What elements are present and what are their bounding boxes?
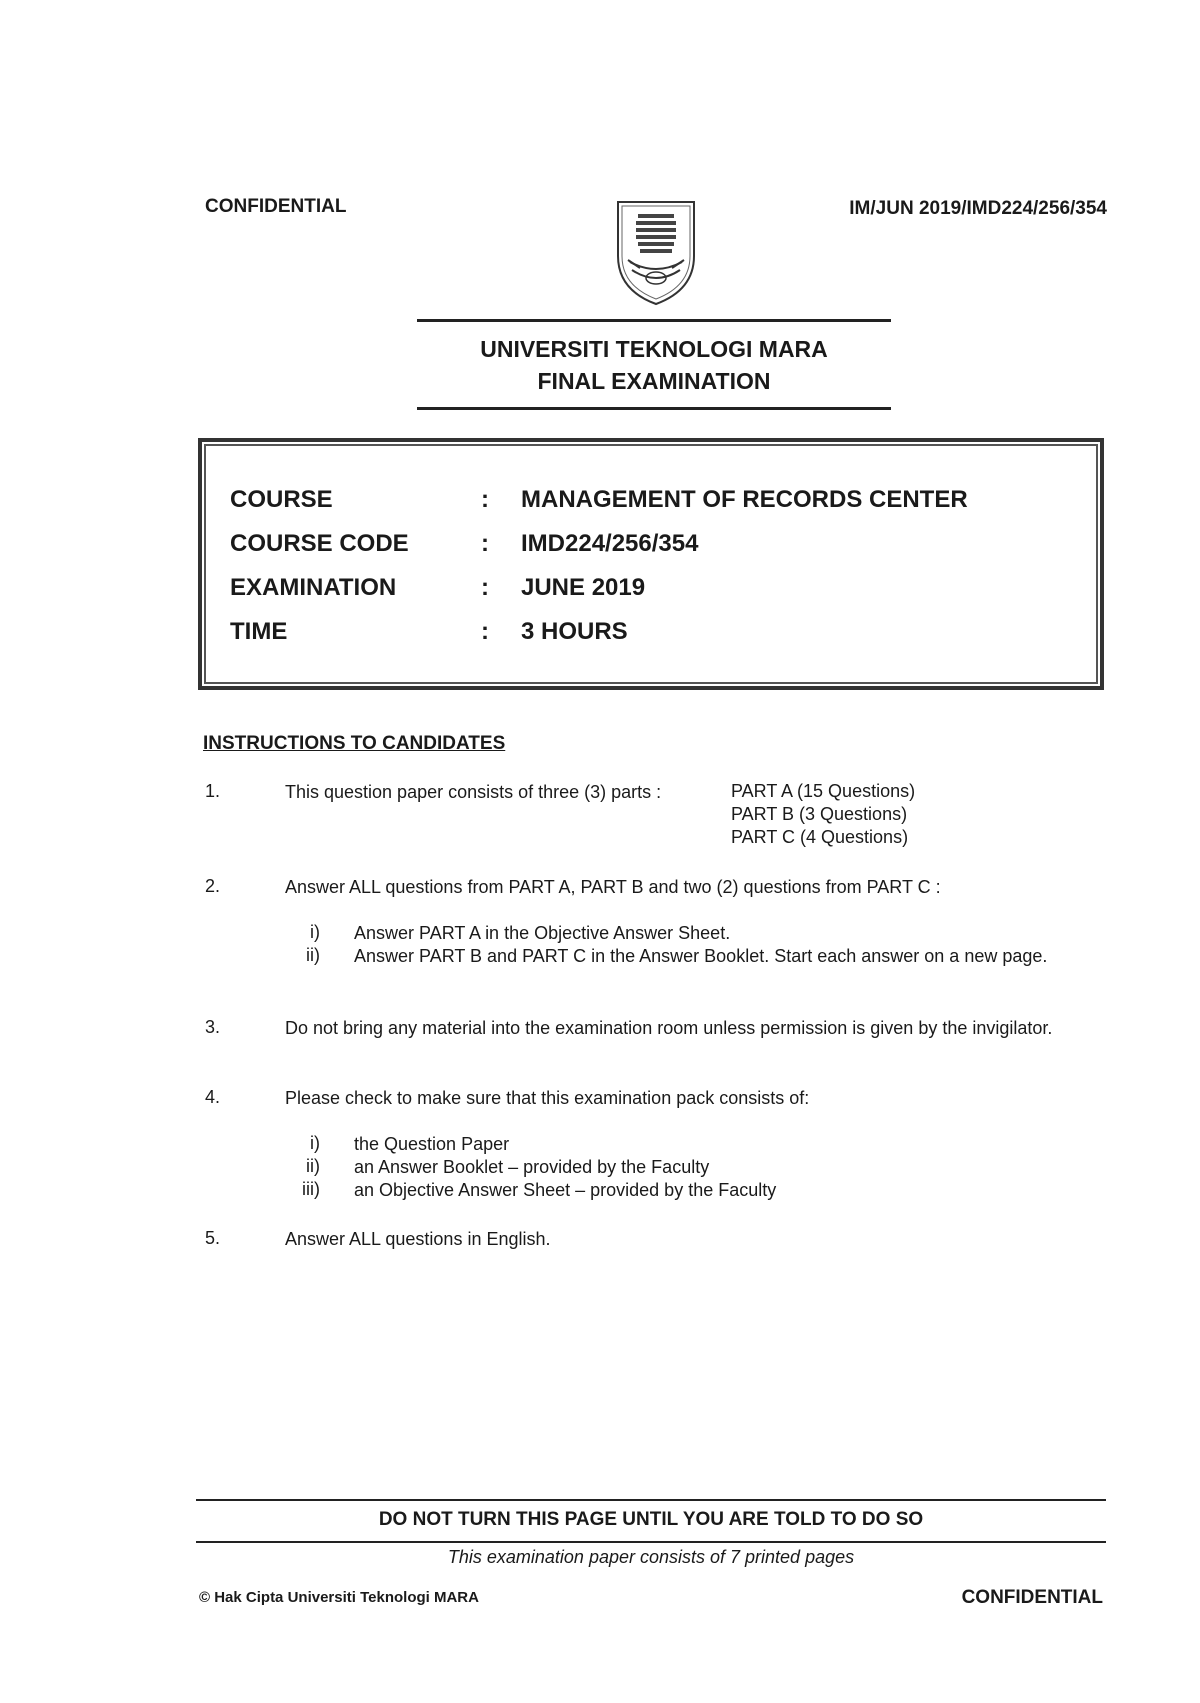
examination-label: EXAMINATION [230, 574, 397, 601]
do-not-turn-warning: DO NOT TURN THIS PAGE UNTIL YOU ARE TOLD TO DO SO [378, 1509, 924, 1530]
sub-item-text: the Question Paper [354, 1134, 510, 1154]
sub-item-text: Answer PART B and PART C in the Answer Booklet. Start each answer on a new page. [354, 946, 1048, 966]
course-separator: : [481, 486, 489, 513]
sub-item-number: ii) [306, 945, 320, 965]
instruction-text: This question paper consists of three (3) parts : [285, 782, 662, 802]
examination-value: JUNE 2019 [521, 574, 646, 601]
printed-pages-note: This examination paper consists of 7 printed pages [447, 1547, 855, 1567]
instruction-text: Answer ALL questions in English. [285, 1229, 551, 1249]
course-code-value: IMD224/256/354 [521, 530, 699, 557]
instruction-number: 1. [205, 781, 221, 801]
sub-item-text: an Answer Booklet – provided by the Faculty [354, 1157, 710, 1177]
footer-rule-top [196, 1499, 1106, 1501]
sub-item-text: Answer PART A in the Objective Answer Sheet. [354, 923, 731, 943]
instruction-text: Answer ALL questions from PART A, PART B and two (2) questions from PART C : [285, 877, 941, 897]
sub-item-text: an Objective Answer Sheet – provided by the Faculty [354, 1180, 777, 1200]
title-rule-bottom [417, 407, 891, 410]
time-label: TIME [230, 618, 288, 645]
course-value: MANAGEMENT OF RECORDS CENTER [521, 486, 968, 513]
exam-reference-code: IM/JUN 2019/IMD224/256/354 [849, 198, 1107, 219]
confidential-label-bottom: CONFIDENTIAL [961, 1587, 1103, 1608]
instruction-number: 3. [205, 1017, 221, 1037]
utm-crest-icon [610, 198, 702, 308]
instruction-text: Do not bring any material into the examination room unless permission is given by the invigilator. [285, 1018, 1053, 1038]
sub-item-number: iii) [302, 1179, 320, 1199]
instruction-number: 2. [205, 876, 221, 896]
copyright-notice: © Hak Cipta Universiti Teknologi MARA [199, 1589, 479, 1606]
examination-separator: : [481, 574, 489, 601]
instruction-number: 5. [205, 1228, 221, 1248]
footer-rule-bottom [196, 1541, 1106, 1543]
instructions-heading: INSTRUCTIONS TO CANDIDATES [203, 733, 506, 754]
confidential-label-top: CONFIDENTIAL [205, 196, 347, 217]
instruction-number: 4. [205, 1087, 221, 1107]
university-name: UNIVERSITI TEKNOLOGI MARA [480, 336, 828, 362]
sub-item-number: i) [310, 1133, 320, 1153]
exam-title: FINAL EXAMINATION [537, 368, 771, 394]
title-rule-top [417, 319, 891, 322]
course-code-label: COURSE CODE [230, 530, 409, 557]
sub-item-number: i) [310, 922, 320, 942]
instruction-text: Please check to make sure that this examination pack consists of: [285, 1088, 810, 1108]
time-value: 3 HOURS [521, 618, 628, 645]
time-separator: : [481, 618, 489, 645]
part-a-line: PART A (15 Questions) [731, 781, 916, 801]
course-label: COURSE [230, 486, 333, 513]
sub-item-number: ii) [306, 1156, 320, 1176]
course-code-separator: : [481, 530, 489, 557]
part-c-line: PART C (4 Questions) [731, 827, 909, 847]
part-b-line: PART B (3 Questions) [731, 804, 908, 824]
course-info-box [198, 438, 1104, 690]
